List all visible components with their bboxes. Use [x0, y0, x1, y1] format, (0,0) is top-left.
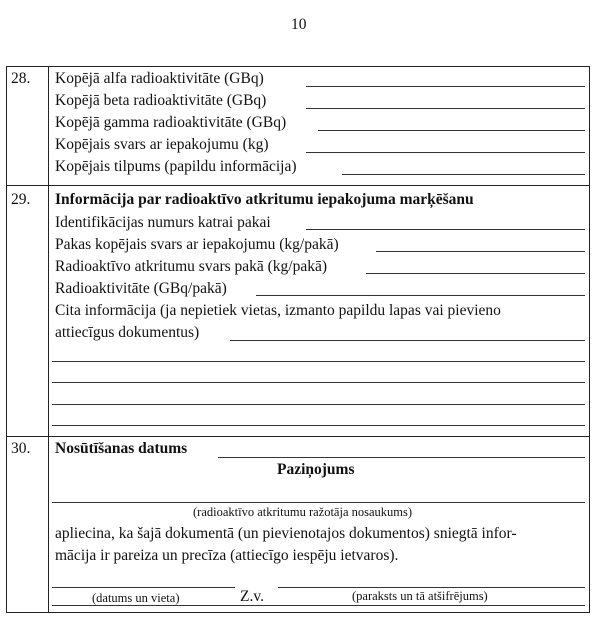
producer-name-caption: (radioaktīvo atkritumu ražotāja nosaukums) [193, 505, 413, 519]
section-28-number: 28. [11, 70, 31, 87]
declaration-heading: Paziņojums [277, 461, 355, 478]
other-info-line-4[interactable] [52, 425, 585, 426]
total-gamma-field[interactable] [318, 130, 585, 131]
section-30-number: 30. [11, 440, 31, 457]
package-weight-label: Pakas kopējais svars ar iepakojumu (kg/pakā) [55, 236, 339, 253]
seal-mark: Z.v. [240, 588, 264, 605]
section-29-title: Informācija par radioaktīvo atkritumu iepakojuma marķēšanu [55, 191, 474, 208]
package-id-field[interactable] [306, 229, 585, 230]
other-info-line-3[interactable] [52, 404, 585, 405]
total-weight-field[interactable] [306, 152, 585, 153]
dispatch-date-field[interactable] [218, 457, 585, 458]
package-weight-field[interactable] [376, 251, 585, 252]
total-beta-label: Kopējā beta radioaktivitāte (GBq) [55, 92, 267, 109]
statement-line-1: apliecina, ka šajā dokumentā (un pievienotajos dokumentos) sniegtā infor- [55, 525, 517, 542]
dispatch-date-label: Nosūtīšanas datums [55, 440, 188, 457]
section-30-bottom-line [52, 605, 585, 606]
date-place-field[interactable] [52, 587, 235, 588]
total-gamma-label: Kopējā gamma radioaktivitāte (GBq) [55, 114, 287, 131]
radioactivity-label: Radioaktivitāte (GBq/pakā) [55, 280, 227, 297]
page-number: 10 [291, 16, 307, 33]
total-alpha-label: Kopējā alfa radioaktivitāte (GBq) [55, 70, 264, 87]
producer-name-field[interactable] [52, 502, 585, 503]
radioactivity-field[interactable] [256, 295, 585, 296]
other-info-label-line2: attiecīgus dokumentus) [55, 324, 200, 341]
other-info-field[interactable] [230, 340, 585, 341]
total-alpha-field[interactable] [306, 86, 585, 87]
waste-weight-label: Radioaktīvo atkritumu svars pakā (kg/pakā) [55, 258, 328, 275]
other-info-label-line1: Cita informācija (ja nepietiek vietas, izmanto papildu lapas vai pievieno [55, 302, 501, 319]
signature-caption: (paraksts un tā atšifrējums) [352, 589, 488, 603]
signature-field[interactable] [278, 587, 585, 588]
other-info-line-1[interactable] [52, 361, 585, 362]
total-beta-field[interactable] [306, 108, 585, 109]
waste-weight-field[interactable] [366, 273, 585, 274]
total-volume-label: Kopējais tilpums (papildu informācija) [55, 158, 297, 175]
total-weight-label: Kopējais svars ar iepakojumu (kg) [55, 136, 269, 153]
other-info-line-2[interactable] [52, 382, 585, 383]
total-volume-field[interactable] [342, 174, 585, 175]
package-id-label: Identifikācijas numurs katrai pakai [55, 214, 271, 231]
date-place-caption: (datums un vieta) [92, 591, 180, 605]
statement-line-2: mācija ir pareiza un precīza (attiecīgo iespēju ietvaros). [55, 547, 399, 564]
section-29-number: 29. [11, 191, 31, 208]
